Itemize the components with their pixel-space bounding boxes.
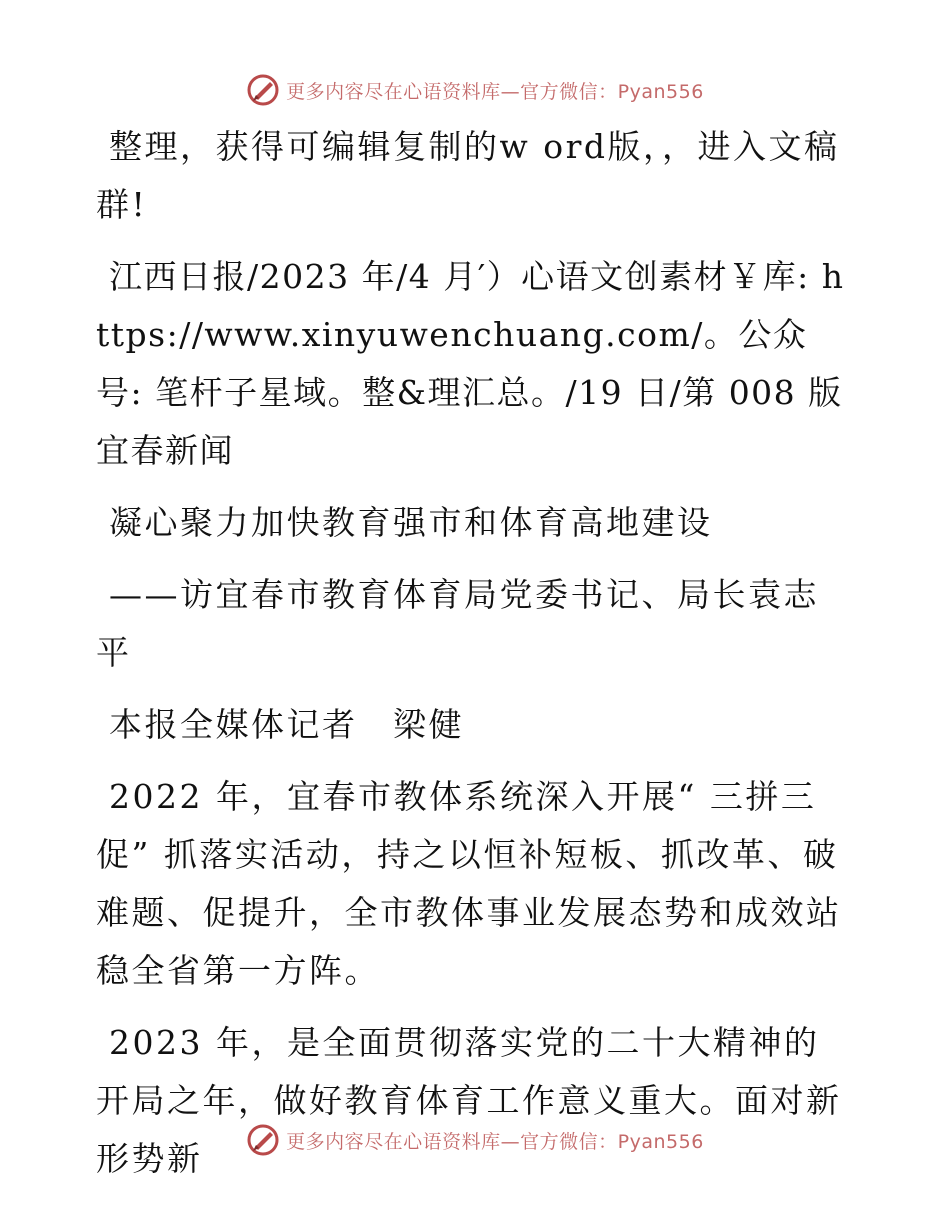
- document-body: [96, 118, 852, 1202]
- paragraph-body: 2023 年，是全面贯彻落实党的二十大精神的开局之年，做好教育体育工作意义重大。面对新形势新: [96, 1023, 842, 1178]
- banner-text: 更多内容尽在心语资料库—官方微信：Pyan556: [286, 80, 704, 103]
- paragraph-source: 江西日报/2023 年/4 月′）心语文创素材￥库: https://www.xinyuwenchuang.com/。公众号: 笔杆子星域。整&理汇总。/19 日/第 008 版宜春新闻: [96, 257, 845, 470]
- article-subtitle: ——访宜春市教育体育局党委书记、局长袁志平: [96, 575, 819, 672]
- header-banner: [0, 70, 950, 110]
- brand-logo-icon: [246, 1123, 280, 1157]
- paragraph-intro: 整理，获得可编辑复制的w ord版，，进入文稿群!: [96, 127, 840, 224]
- brand-logo-icon: [246, 73, 280, 107]
- paragraph-body: 2022 年，宜春市教体系统深入开展“ 三拼三促” 抓落实活动，持之以恒补短板、抓改革、破难题、促提升，全市教体事业发展态势和成效站稳全省第一方阵。: [96, 777, 842, 990]
- footer-banner: [0, 1120, 950, 1160]
- banner-text: 更多内容尽在心语资料库—官方微信：Pyan556: [286, 1130, 704, 1153]
- article-title: 凝心聚力加快教育强市和体育高地建设: [109, 503, 713, 542]
- article-byline: 本报全媒体记者 梁健: [109, 705, 464, 744]
